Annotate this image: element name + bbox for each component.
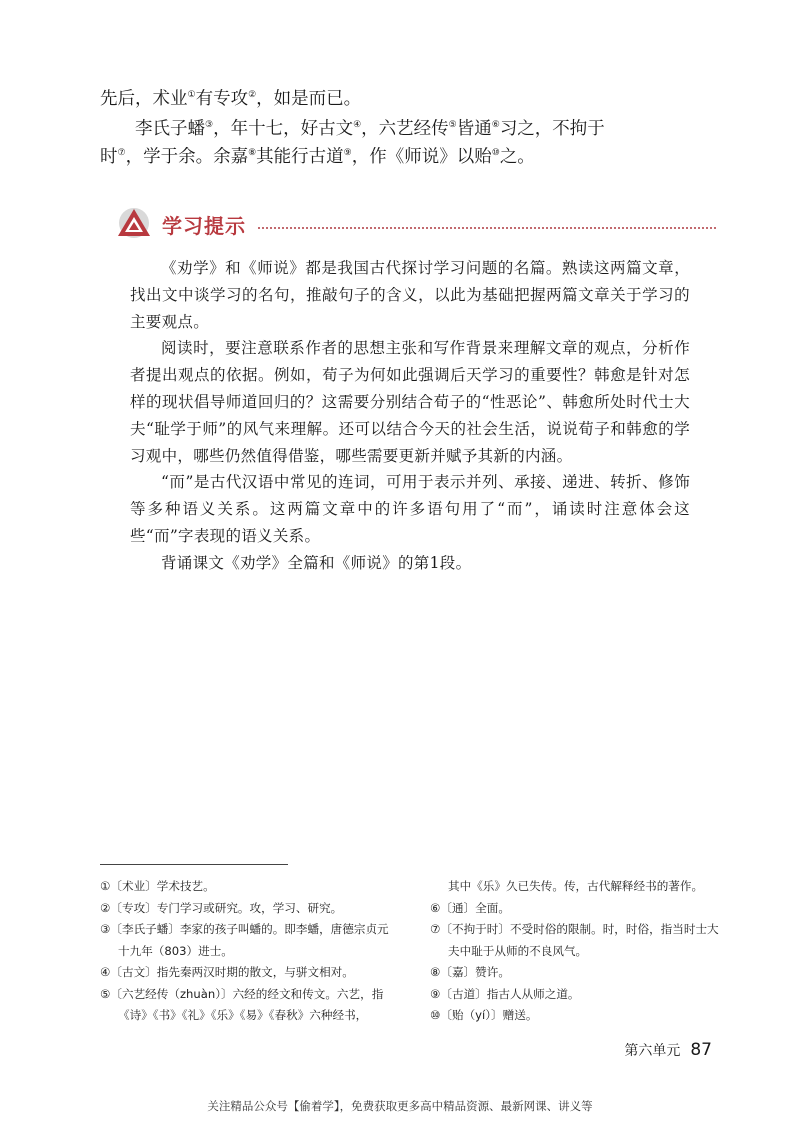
footnote-item: ⑤〔六艺经传（zhuàn）〕六经的经文和传文。六艺，指《诗》《书》《礼》《乐》《易》《春秋》六种经书， <box>100 986 384 1022</box>
passage-line-2 <box>135 116 605 142</box>
footnote-ref: ⑥ <box>491 120 500 131</box>
text-span: 先后，术业 <box>100 89 188 109</box>
footnote-ref: ⑧ <box>248 148 257 159</box>
footnote-ref: ⑨ <box>343 148 352 159</box>
footnote-ref: ⑩ <box>491 148 500 159</box>
footnote-ref: ⑤ <box>448 120 457 131</box>
text-span: 时 <box>100 147 118 167</box>
section-header <box>116 204 716 244</box>
footnote-item: ⑥〔通〕全面。 <box>430 900 510 915</box>
footnote-item: ⑦〔不拘于时〕不受时俗的限制。时，时俗，指当时士大夫中耻于从师的不良风气。 <box>430 922 719 958</box>
triangle-logo-icon <box>116 206 152 238</box>
text-span: 其能行古道 <box>256 147 344 167</box>
bottom-banner: 关注精品公众号【偷着学】，免费获取更多高中精品资源、最新网课、讲义等 <box>207 1099 593 1113</box>
footnotes-right <box>430 876 720 1027</box>
footnote-ref: ④ <box>353 120 362 131</box>
footnote-ref: ⑦ <box>117 148 126 159</box>
footnote-ref: ③ <box>205 120 214 131</box>
footnote-rule <box>100 864 288 865</box>
tip-paragraph: 阅读时，要注意联系作者的思想主张和写作背景来理解文章的观点，分析作者提出观点的依据。例如，荀子为何如此强调后天学习的重要性？韩愈是针对怎样的现状倡导师道回归的？这需要分别结合荀子的“性恶论”、韩愈所处时代士大夫“耻学于师”的风气来理解。还可以结合今天的社会生活，说说荀子和韩愈的学习观中，哪些仍然值得借鉴，哪些需要更新并赋予其新的内涵。 <box>130 339 690 465</box>
section-title: 学习提示 <box>162 214 246 238</box>
footnote-item: ⑨〔古道〕指古人从师之道。 <box>430 986 580 1001</box>
text-span: ，六艺经传 <box>361 119 449 139</box>
page-footer <box>624 1040 712 1060</box>
tip-paragraph: 背诵课文《劝学》全篇和《师说》的第1段。 <box>161 553 472 572</box>
text-span: 李氏子蟠 <box>135 119 205 139</box>
footnote-item: ⑩〔贻（yí）〕赠送。 <box>430 1008 538 1022</box>
footnote-item: ①〔术业〕学术技艺。 <box>100 879 215 893</box>
footnote-item: ④〔古文〕指先秦两汉时期的散文，与骈文相对。 <box>100 965 354 979</box>
footnote-ref: ② <box>248 90 257 101</box>
dotted-divider <box>258 227 716 229</box>
footnote-item: ⑧〔嘉〕赞许。 <box>430 965 510 979</box>
footnote-item: ②〔专攻〕专门学习或研究。攻，学习、研究。 <box>100 900 343 915</box>
text-span: ，年十七，好古文 <box>213 119 354 139</box>
footnotes-left <box>100 876 400 1027</box>
footnote-ref: ① <box>187 90 196 101</box>
text-span: ，如是而已。 <box>256 89 362 109</box>
page-number: 87 <box>690 1040 712 1060</box>
footnote-item: ③〔李氏子蟠〕李家的孩子叫蟠的。即李蟠，唐德宗贞元十九年（803）进士。 <box>100 922 389 958</box>
text-span: ，作《师说》以贻 <box>351 147 492 167</box>
text-span: ，学于余。余嘉 <box>125 147 249 167</box>
text-span: 之。 <box>499 147 535 167</box>
passage-line-1 <box>100 86 361 112</box>
unit-label: 第六单元 <box>624 1043 681 1059</box>
tip-paragraph: “而”是古代汉语中常见的连词，可用于表示并列、承接、递进、转折、修饰等多种语义关系。这两篇文章中的许多语句用了“而”，诵读时注意体会这些“而”字表现的语义关系。 <box>130 473 690 545</box>
tip-paragraph: 《劝学》和《师说》都是我国古代探讨学习问题的名篇。熟读这两篇文章，找出文中谈学习的名句，推敲句子的含义，以此为基础把握两篇文章关于学习的主要观点。 <box>130 259 690 331</box>
text-span: 皆通 <box>456 119 492 139</box>
footnote-continuation: 其中《乐》久已失传。传，古代解释经书的著作。 <box>448 879 704 893</box>
tips-body <box>130 255 690 577</box>
passage-line-3 <box>100 144 535 170</box>
text-span: 习之，不拘于 <box>499 119 605 139</box>
text-span: 有专攻 <box>195 89 249 109</box>
